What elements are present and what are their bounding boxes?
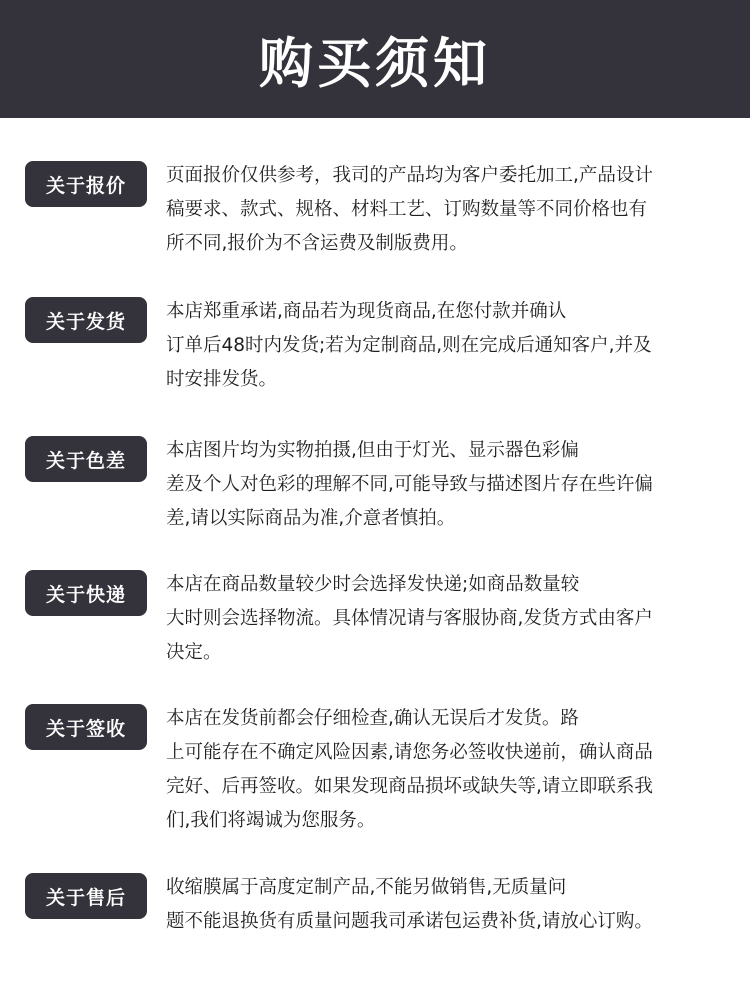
text-line: 们,我们将竭诚为您服务。 [166, 810, 376, 831]
text-line: 稿要求、款式、规格、材料工艺、订购数量等不同价格也有 [166, 199, 648, 220]
text-line: 页面报价仅供参考，我司的产品均为客户委托加工,产品设计 [166, 165, 653, 186]
text-line: 差,请以实际商品为准,介意者慎拍。 [166, 508, 456, 529]
section-label-badge: 关于报价 [25, 161, 147, 207]
section-label-badge: 关于色差 [25, 436, 147, 482]
section-text [166, 702, 731, 838]
section-text [166, 159, 731, 261]
text-line: 本店在商品数量较少时会选择发快递;如商品数量较 [166, 574, 580, 595]
text-line: 收缩膜属于高度定制产品,不能另做销售,无质量问 [166, 877, 567, 898]
page-header [0, 0, 750, 118]
text-line: 上可能存在不确定风险因素,请您务必签收快递前，确认商品 [166, 742, 653, 763]
section-text [166, 568, 731, 670]
section-text [166, 871, 731, 939]
section-label-badge: 关于售后 [25, 873, 147, 919]
text-line: 差及个人对色彩的理解不同,可能导致与描述图片存在些许偏 [166, 474, 653, 495]
section-label-badge: 关于签收 [25, 704, 147, 750]
section-label-badge: 关于发货 [25, 297, 147, 343]
text-line: 大时则会选择物流。具体情况请与客服协商,发货方式由客户 [166, 608, 653, 629]
text-line: 本店图片均为实物拍摄,但由于灯光、显示器色彩偏 [166, 440, 579, 461]
text-line: 决定。 [166, 642, 222, 663]
section-text [166, 295, 731, 397]
text-line: 本店郑重承诺,商品若为现货商品,在您付款并确认 [166, 301, 567, 322]
text-line: 完好、后再签收。如果发现商品损坏或缺失等,请立即联系我 [166, 776, 653, 797]
text-line: 时安排发货。 [166, 369, 278, 390]
section-text [166, 434, 731, 536]
page-title: 购买须知 [259, 31, 491, 95]
section-label-badge: 关于快递 [25, 570, 147, 616]
text-line: 题不能退换货有质量问题我司承诺包运费补货,请放心订购。 [166, 911, 653, 932]
text-line: 订单后48时内发货;若为定制商品,则在完成后通知客户,并及 [166, 335, 652, 356]
text-line: 所不同,报价为不含运费及制版费用。 [166, 233, 468, 254]
text-line: 本店在发货前都会仔细检查,确认无误后才发货。路 [166, 708, 579, 729]
